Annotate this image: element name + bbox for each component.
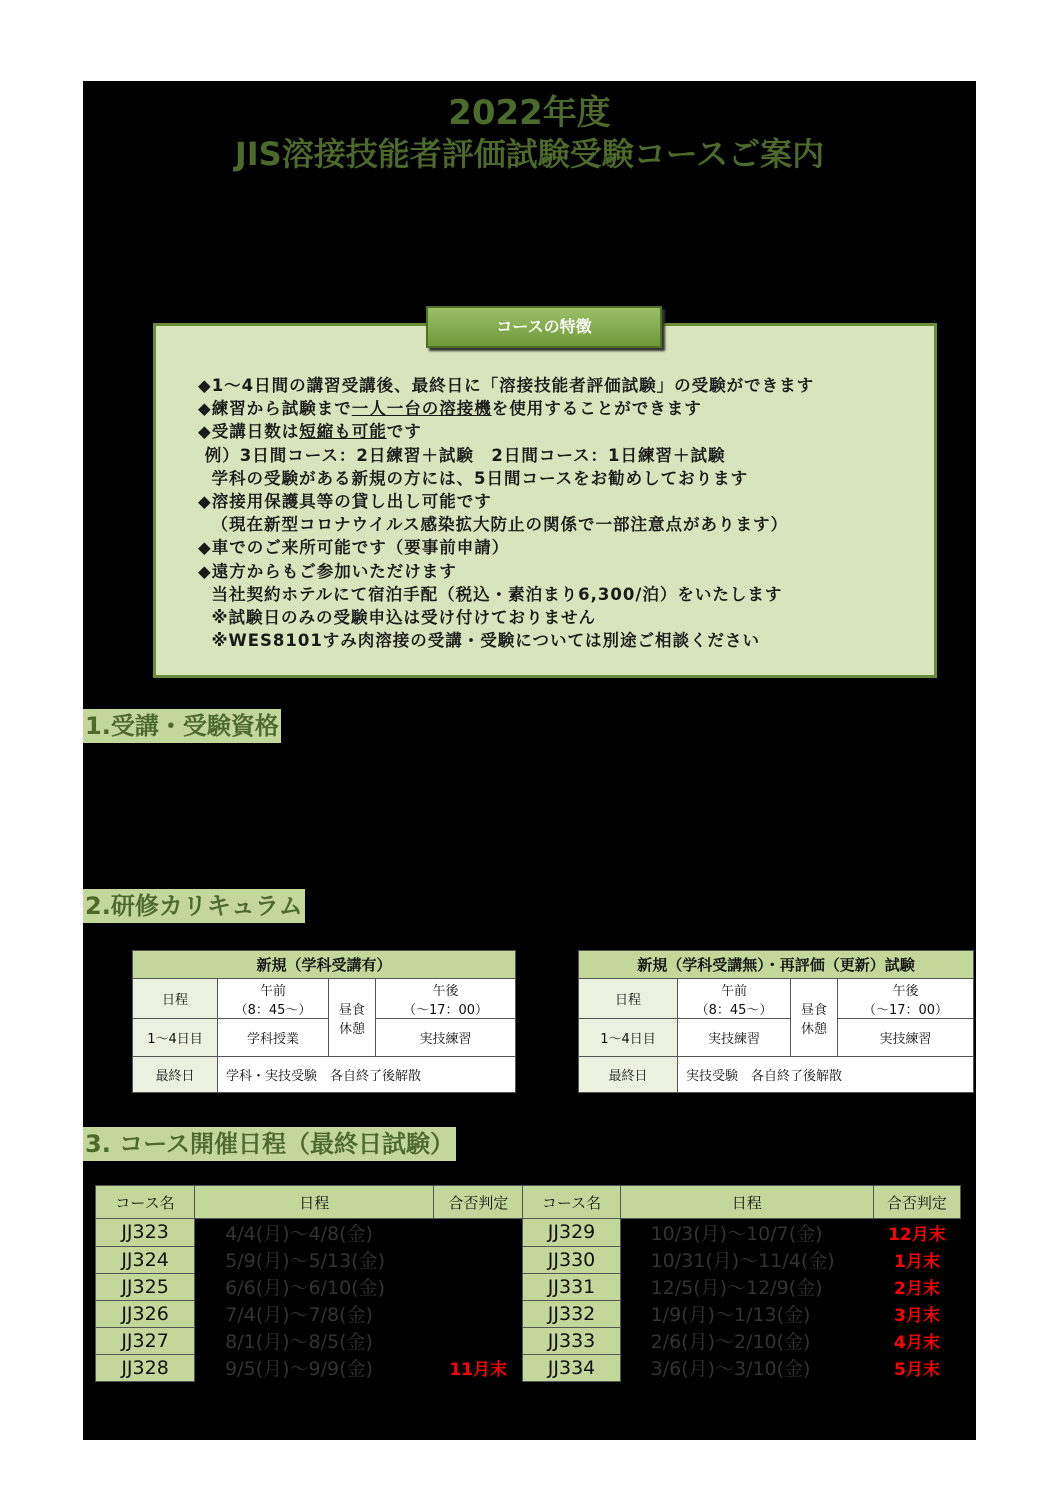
features-box bbox=[153, 323, 937, 678]
feature-line: ※WES8101すみ肉溶接の受講・受験については別途ご相談ください bbox=[198, 631, 760, 651]
course-result bbox=[434, 1300, 523, 1327]
table-row bbox=[96, 1300, 961, 1327]
course-result bbox=[434, 1246, 523, 1273]
section-heading-qualification: 1.受講・受験資格 bbox=[83, 709, 281, 743]
row-label: 1～4日目 bbox=[133, 1019, 218, 1057]
features-list bbox=[198, 374, 814, 652]
course-result: 12月末 bbox=[888, 1225, 946, 1245]
course-result: 4月末 bbox=[894, 1333, 940, 1353]
cell-am: 学科授業 bbox=[218, 1019, 329, 1057]
curriculum-title: 新規（学科受講無）・再評価（更新）試験 bbox=[579, 951, 974, 979]
header-dates: 日程 bbox=[195, 1186, 434, 1219]
title-year: 2022年度 bbox=[448, 93, 611, 133]
feature-line: ◆練習から試験まで一人一台の溶接機を使用することができます bbox=[198, 399, 702, 419]
course-dates: 1/9(月)～1/13(金) bbox=[650, 1304, 811, 1326]
feature-line: ※試験日のみの受験申込は受け付けておりません bbox=[198, 607, 597, 627]
curriculum-title: 新規（学科受講有） bbox=[133, 951, 516, 979]
feature-line: ◆受講日数は短縮も可能です bbox=[198, 422, 422, 442]
cell-am: 実技練習 bbox=[678, 1019, 791, 1057]
row-label: 最終日 bbox=[579, 1057, 678, 1093]
header-schedule: 日程 bbox=[579, 979, 678, 1019]
cell-pm: 実技練習 bbox=[838, 1019, 974, 1057]
feature-line: 当社契約ホテルにて宿泊手配（税込・素泊まり6,300/泊）をいたします bbox=[198, 584, 783, 604]
table-row bbox=[96, 1219, 961, 1247]
header-am: 午前 （8：45～） bbox=[218, 979, 329, 1019]
cell-pm: 実技練習 bbox=[376, 1019, 516, 1057]
feature-line: 例）3日間コース：2日練習＋試験 2日間コース：1日練習＋試験 bbox=[198, 445, 726, 465]
header-pm: 午後 （～17：00） bbox=[376, 979, 516, 1019]
course-dates: 3/6(月)～3/10(金) bbox=[650, 1358, 811, 1380]
curriculum-table-renewal bbox=[578, 950, 974, 1093]
header-result: 合否判定 bbox=[434, 1186, 523, 1219]
section-heading-schedule: 3. コース開催日程（最終日試験） bbox=[83, 1127, 456, 1161]
header-course: コース名 bbox=[523, 1186, 620, 1219]
table-row bbox=[96, 1246, 961, 1273]
header-lunch: 昼食 休憩 bbox=[329, 979, 376, 1057]
course-dates: 4/4(月)～4/8(金) bbox=[225, 1223, 373, 1245]
course-dates: 5/9(月)～5/13(金) bbox=[225, 1250, 386, 1272]
course-dates: 8/1(月)～8/5(金) bbox=[225, 1331, 373, 1353]
feature-line: （現在新型コロナウイルス感染拡大防止の関係で一部注意点があります） bbox=[198, 515, 788, 535]
course-code: JJ330 bbox=[523, 1246, 620, 1273]
course-dates: 9/5(月)～9/9(金) bbox=[225, 1358, 373, 1380]
course-code: JJ323 bbox=[96, 1219, 195, 1247]
course-code: JJ325 bbox=[96, 1273, 195, 1300]
course-code: JJ326 bbox=[96, 1300, 195, 1327]
course-dates: 6/6(月)～6/10(金) bbox=[225, 1277, 386, 1299]
course-code: JJ329 bbox=[523, 1219, 620, 1247]
course-result: 3月末 bbox=[894, 1306, 940, 1326]
header-course: コース名 bbox=[96, 1186, 195, 1219]
course-result bbox=[434, 1273, 523, 1300]
feature-line: ◆車でのご来所可能です（要事前申請） bbox=[198, 538, 510, 558]
course-result: 1月末 bbox=[894, 1252, 940, 1272]
schedule-table bbox=[95, 1185, 961, 1382]
header-dates: 日程 bbox=[620, 1186, 873, 1219]
course-dates: 12/5(月)～12/9(金) bbox=[650, 1277, 823, 1299]
features-tab: コースの特徴 bbox=[426, 306, 662, 348]
course-dates: 10/31(月)～11/4(金) bbox=[650, 1250, 835, 1272]
cell-final: 学科・実技受験 各自終了後解散 bbox=[218, 1057, 516, 1093]
course-code: JJ332 bbox=[523, 1300, 620, 1327]
row-label: 最終日 bbox=[133, 1057, 218, 1093]
section-heading-curriculum: 2.研修カリキュラム bbox=[83, 889, 305, 923]
row-label: 1～4日目 bbox=[579, 1019, 678, 1057]
feature-line: ◆1～4日間の講習受講後、最終日に「溶接技能者評価試験」の受験ができます bbox=[198, 376, 815, 395]
course-code: JJ327 bbox=[96, 1327, 195, 1354]
curriculum-table-new bbox=[132, 950, 516, 1093]
course-code: JJ333 bbox=[523, 1327, 620, 1354]
course-dates: 10/3(月)～10/7(金) bbox=[650, 1223, 823, 1245]
table-row bbox=[96, 1354, 961, 1381]
course-code: JJ324 bbox=[96, 1246, 195, 1273]
table-row bbox=[96, 1273, 961, 1300]
header-pm: 午後 （～17：00） bbox=[838, 979, 974, 1019]
course-code: JJ334 bbox=[523, 1354, 620, 1381]
table-row bbox=[96, 1327, 961, 1354]
course-result bbox=[434, 1327, 523, 1354]
course-code: JJ328 bbox=[96, 1354, 195, 1381]
course-dates: 7/4(月)～7/8(金) bbox=[225, 1304, 373, 1326]
course-code: JJ331 bbox=[523, 1273, 620, 1300]
header-result: 合否判定 bbox=[873, 1186, 960, 1219]
feature-line: ◆溶接用保護具等の貸し出し可能です bbox=[198, 491, 492, 511]
header-am: 午前 （8：45～） bbox=[678, 979, 791, 1019]
course-result: 5月末 bbox=[894, 1360, 940, 1380]
header-schedule: 日程 bbox=[133, 979, 218, 1019]
cell-final: 実技受験 各自終了後解散 bbox=[678, 1057, 974, 1093]
page-title: JIS溶接技能者評価試験受験コースご案内 bbox=[234, 135, 825, 173]
course-result: 2月末 bbox=[894, 1279, 940, 1299]
course-result: 11月末 bbox=[449, 1360, 507, 1380]
course-dates: 2/6(月)～2/10(金) bbox=[650, 1331, 811, 1353]
feature-line: 学科の受験がある新規の方には、5日間コースをお勧めしております bbox=[198, 468, 749, 488]
document-page bbox=[83, 81, 976, 1440]
header-lunch: 昼食 休憩 bbox=[791, 979, 838, 1057]
course-result bbox=[434, 1219, 523, 1247]
feature-line: ◆遠方からもご参加いただけます bbox=[198, 561, 457, 581]
